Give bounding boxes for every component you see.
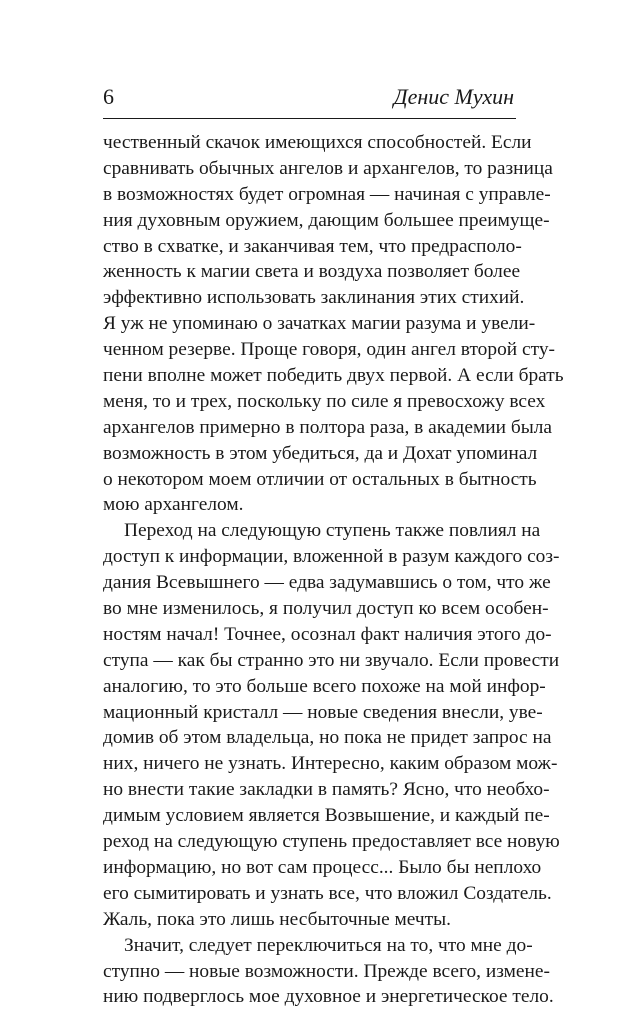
text-line: Жаль, пока это лишь несбыточные мечты. <box>103 908 452 930</box>
paragraph-1 <box>103 130 564 518</box>
paragraph-2 <box>103 518 560 932</box>
page-header <box>103 82 514 112</box>
text-line: чественный скачок имеющихся способностей. Если <box>103 132 532 153</box>
text-line: них, ничего не узнать. Интересно, каким образом мож- <box>103 753 558 775</box>
text-line: аналогию, то это больше всего похоже на мой инфор- <box>103 675 546 697</box>
text-line: дания Всевышнего — едва задумавшись о том, что же <box>103 572 551 594</box>
text-line: пени вполне может победить двух первой. А если брать <box>103 365 564 387</box>
text-line: женность к магии света и воздуха позволяет более <box>103 261 521 283</box>
text-line: мационный кристалл — новые сведения внесли, уве- <box>103 701 543 723</box>
text-line: ступно — новые возможности. Прежде всего, измене- <box>103 960 550 982</box>
text-line: во мне изменилось, я получил доступ ко всем особен- <box>103 598 549 620</box>
text-line: ство в схватке, и заканчивая тем, что предрасполо- <box>103 235 522 257</box>
running-title: Денис Мухин <box>393 84 514 109</box>
text-line: сравнивать обычных ангелов и архангелов, то разница <box>103 157 553 179</box>
text-line: мою архангелом. <box>103 494 244 516</box>
paragraph-3 <box>103 933 554 1010</box>
text-line: ния духовным оружием, дающим большее преимуще- <box>103 209 550 231</box>
text-line: димым условием является Возвышение, и каждый пе- <box>103 805 550 827</box>
text-line: ченном резерве. Проще говоря, один ангел второй сту- <box>103 339 555 361</box>
text-line: но внести такие закладки в память? Ясно, что необхо- <box>103 779 550 801</box>
page-number: 6 <box>103 84 114 109</box>
text-line: домив об этом владельца, но пока не придет запрос на <box>103 727 552 749</box>
text-line: в возможностях будет огромная — начиная с управле- <box>103 183 551 205</box>
text-line: нию подверглось мое духовное и энергетическое тело. <box>103 986 554 1008</box>
text-line: меня, то и трех, поскольку по силе я превосхожу всех <box>103 390 546 412</box>
text-line: доступ к информации, вложенной в разум каждого соз- <box>103 546 560 568</box>
text-line: Я уж не упоминаю о зачатках магии разума и увели- <box>103 313 536 335</box>
text-line: ностям начал! Точнее, осознал факт наличия этого до- <box>103 623 552 645</box>
text-line: возможность в этом убедиться, да и Дохат упоминал <box>103 442 538 464</box>
text-line: его сымитировать и узнать все, что вложил Создатель. <box>103 882 552 904</box>
text-line: ступа — как бы странно это ни звучало. Если провести <box>103 649 560 671</box>
text-line: Значит, следует переключиться на то, что мне до- <box>124 934 533 956</box>
header-rule <box>103 118 516 119</box>
text-line: информацию, но вот сам процесс... Было бы неплохо <box>103 856 542 878</box>
text-line: Переход на следующую ступень также повлиял на <box>124 520 541 542</box>
text-line: эффективно использовать заклинания этих стихий. <box>103 287 525 309</box>
text-line: о некотором моем отличии от остальных в бытность <box>103 468 537 490</box>
text-line: реход на следующую ступень предоставляет все новую <box>103 831 560 853</box>
body-text <box>103 130 564 1010</box>
text-line: архангелов примерно в полтора раза, в академии была <box>103 416 553 438</box>
